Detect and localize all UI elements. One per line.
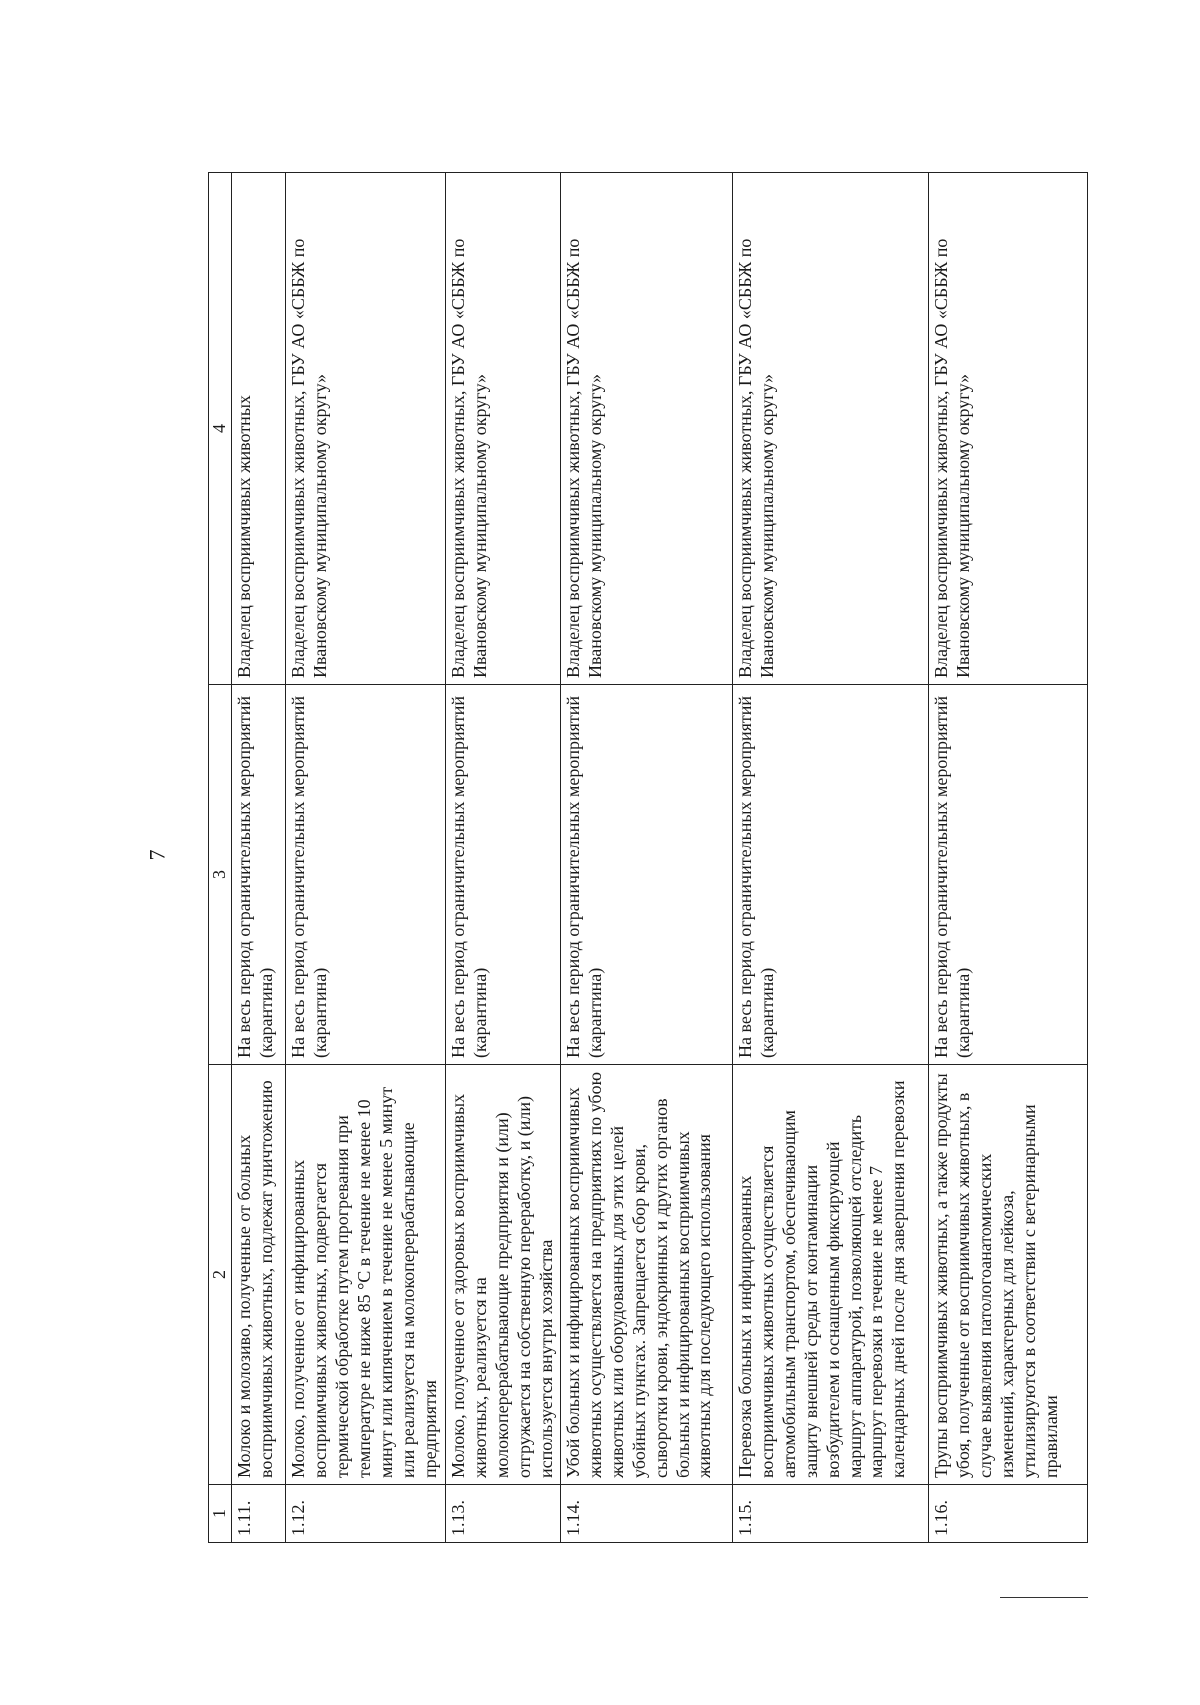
responsible-text: Владелец восприимчивых животных [232,173,286,685]
table-row [232,173,286,1543]
page-number: 7 [144,849,170,861]
responsible-text: Владелец восприимчивых животных, ГБУ АО «СББЖ по Ивановскому муниципальному округу» [732,173,928,685]
row-number: 1.11. [232,1485,286,1543]
measure-text: Молоко, полученное от здоровых восприимчивых животных, реализуется на молокоперерабатывающие предприятия и (или) отгружается на собственную переработку, и (или) используется внутри хозяйства [446,1065,561,1485]
row-number: 1.15. [732,1485,928,1543]
period-text: На весь период ограничительных мероприятий (карантина) [232,685,286,1065]
row-number: 1.13. [446,1485,561,1543]
table-row [928,173,1087,1543]
responsible-text: Владелец восприимчивых животных, ГБУ АО «СББЖ по Ивановскому муниципальному округу» [560,173,732,685]
table-header-row [209,173,232,1543]
column-header-4: 4 [209,173,232,685]
table-row [560,173,732,1543]
measures-table [208,172,1088,1543]
column-header-2: 2 [209,1065,232,1485]
table-wrapper [208,173,1088,1543]
measure-text: Молоко, полученное от инфицированных восприимчивых животных, подвергается термической обработке путем прогревания при температуре не ниже 85 °С в течение не менее 10 минут или кипячением в течение не менее 5 минут или реализуется на молокоперерабатывающие предприятия [286,1065,446,1485]
row-number: 1.12. [286,1485,446,1543]
period-text: На весь период ограничительных мероприятий (карантина) [560,685,732,1065]
period-text: На весь период ограничительных мероприятий (карантина) [732,685,928,1065]
period-text: На весь период ограничительных мероприятий (карантина) [928,685,1087,1065]
period-text: На весь период ограничительных мероприятий (карантина) [286,685,446,1065]
period-text: На весь период ограничительных мероприятий (карантина) [446,685,561,1065]
table-row [286,173,446,1543]
measure-text: Убой больных и инфицированных восприимчивых животных осуществляется на предприятиях по убою животных или оборудованных для этих целей убойных пунктах. Запрещается сбор крови, сыворотки крови, эндокринных и других органов больных и инфицированных восприимчивых животных для последующего использования [560,1065,732,1485]
footer-rule [1000,1597,1088,1598]
responsible-text: Владелец восприимчивых животных, ГБУ АО «СББЖ по Ивановскому муниципальному округу» [446,173,561,685]
measure-text: Молоко и молозиво, полученные от больных восприимчивых животных, подлежат уничтожению [232,1065,286,1485]
rotated-table-frame [208,173,1088,1543]
column-header-3: 3 [209,685,232,1065]
row-number: 1.14. [560,1485,732,1543]
responsible-text: Владелец восприимчивых животных, ГБУ АО «СББЖ по Ивановскому муниципальному округу» [928,173,1087,685]
measure-text: Трупы восприимчивых животных, а также продукты убоя, полученные от восприимчивых животных, в случае выявления патологоанатомических изменений, характерных для лейкоза, утилизируются в соответствии с ветеринарными правилами [928,1065,1087,1485]
table-row [732,173,928,1543]
column-header-1: 1 [209,1485,232,1543]
row-number: 1.16. [928,1485,1087,1543]
measure-text: Перевозка больных и инфицированных восприимчивых животных осуществляется автомобильным транспортом, обеспечивающим защиту внешней среды от контаминации возбудителем и оснащенным фиксирующей маршрут аппаратурой, позволяющей отследить маршрут перевозки в течение не менее 7 календарных дней после дня завершения перевозки [732,1065,928,1485]
responsible-text: Владелец восприимчивых животных, ГБУ АО «СББЖ по Ивановскому муниципальному округу» [286,173,446,685]
table-row [446,173,561,1543]
